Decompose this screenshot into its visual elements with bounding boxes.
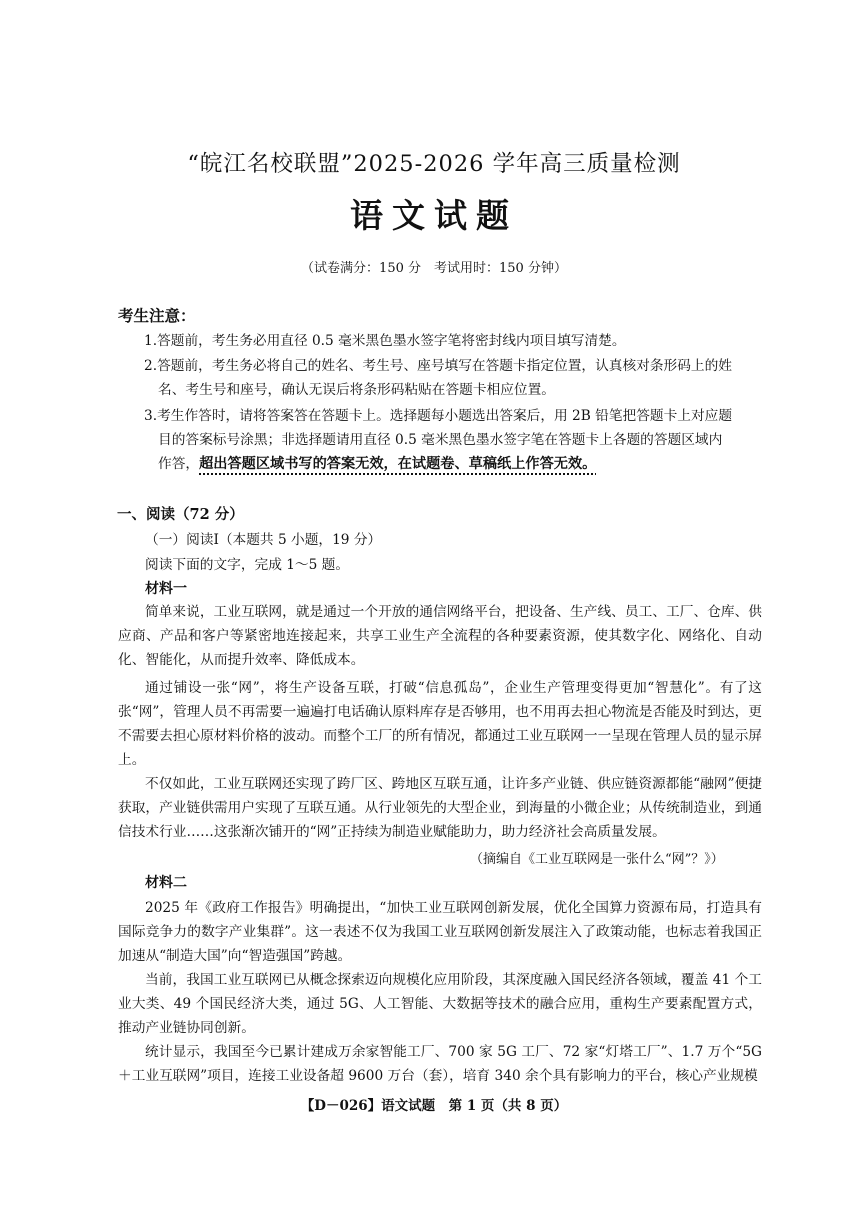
notice-item-number: 3. <box>144 408 158 424</box>
subject-title: 语文试题 <box>350 196 518 235</box>
exam-title: “皖江名校联盟”2025-2026 学年高三质量检测 <box>187 151 681 177</box>
notice-item-number: 1. <box>144 333 158 349</box>
notice-item-text: 答题前，考生务必用直径 0.5 毫米黑色墨水签字笔将密封线内项目填写清楚。 <box>157 333 626 349</box>
notice-item-text: 名、考生号和座号，确认无误后将条形码粘贴在答题卡相应位置。 <box>158 382 555 398</box>
material2-paragraph-3: 统计显示，我国至今已累计建成万余家智能工厂、700 家 5G 工厂、72 家“灯塔工厂”、1.7 万个“5G＋工业互联网”项目，连接工业设备超 9600 万台（套），培育 340 余个具有影响力的平台，核心产业规模 <box>118 1044 762 1084</box>
material1-source: （摘编自《工业互联网是一张什么“网”？》） <box>470 852 724 867</box>
material1-paragraph-3: 不仅如此，工业互联网还实现了跨厂区、跨地区互联互通，让许多产业链、供应链资源都能“融网”便捷获取，产业链供需用户实现了互联互通。从行业领先的大型企业，到海量的小微企业；从传统制造业，到通信技术行业……这张渐次铺开的“网”正持续为制造业赋能助力，助力经济社会高质量发展。 <box>118 776 762 840</box>
exam-meta: （试卷满分：150 分 考试用时：150 分钟） <box>301 261 567 276</box>
emphasis-text: 超出答题区域书写的答案无效，在试题卷、草稿纸上作答无效。 <box>199 456 597 472</box>
material1-paragraph-1: 简单来说，工业互联网，就是通过一个开放的通信网络平台，把设备、生产线、员工、工厂、仓库、供应商、产品和客户等紧密地连接起来，共享工业生产全流程的各种要素资源，使其数字化、网络化、自动化、智能化，从而提升效率、降低成本。 <box>118 604 762 668</box>
notice-item-text-line3 <box>144 452 784 476</box>
notice-item-1 <box>144 329 784 353</box>
instruction-text: 阅读下面的文字，完成 1～5 题。 <box>145 557 350 573</box>
notice-item-text: 答题前，考生务必将自己的姓名、考生号、座号填写在答题卡指定位置，认真核对条形码上的姓 <box>157 358 732 374</box>
material2-label: 材料二 <box>145 875 187 891</box>
material2-paragraph-1: 2025 年《政府工作报告》明确提出，“加快工业互联网创新发展，优化全国算力资源布局，打造具有国际竞争力的数字产业集群”。这一表述不仅为我国工业互联网创新发展注入了政策动能，也标志着我国正加速从“制造大国”向“智造强国”跨越。 <box>118 900 762 964</box>
material1-label: 材料一 <box>145 581 187 597</box>
section-heading: 一、阅读（72 分） <box>117 506 244 523</box>
page-footer: 【D－026】语文试题 第 1 页（共 8 页） <box>300 1098 568 1114</box>
material1-paragraph-2: 通过铺设一张“网”，将生产设备互联，打破“信息孤岛”，企业生产管理变得更加“智慧化”。有了这张“网”，管理人员不再需要一遍遍打电话确认原料库存是否够用，也不用再去担心物流是否能及时到达，更不需要去担心原材料价格的波动。而整个工厂的所有情况，都通过工业互联网一一呈现在管理人员的显示屏上。 <box>118 680 762 768</box>
notice-item-3 <box>144 404 784 476</box>
notice-item-number: 2. <box>144 358 158 374</box>
material2-paragraph-2: 当前，我国工业互联网已从概念探索迈向规模化应用阶段，其深度融入国民经济各领域，覆盖 41 个工业大类、49 个国民经济大类，通过 5G、人工智能、大数据等技术的融合应用，重构生产要素配置方式，推动产业链协同创新。 <box>118 972 762 1036</box>
notice-heading: 考生注意： <box>118 306 196 325</box>
notice-item-text: 作答， <box>158 456 200 472</box>
notice-item-text: 考生作答时，请将答案答在答题卡上。选择题每小题选出答案后，用 2B 铅笔把答题卡上对应题 <box>157 408 733 424</box>
notice-item-text: 目的答案标号涂黑；非选择题请用直径 0.5 毫米黑色墨水签字笔在答题卡上各题的答题区域内 <box>158 432 723 448</box>
sub-section-heading: （一）阅读Ⅰ（本题共 5 小题，19 分） <box>145 532 382 548</box>
notice-item-2 <box>144 354 784 402</box>
